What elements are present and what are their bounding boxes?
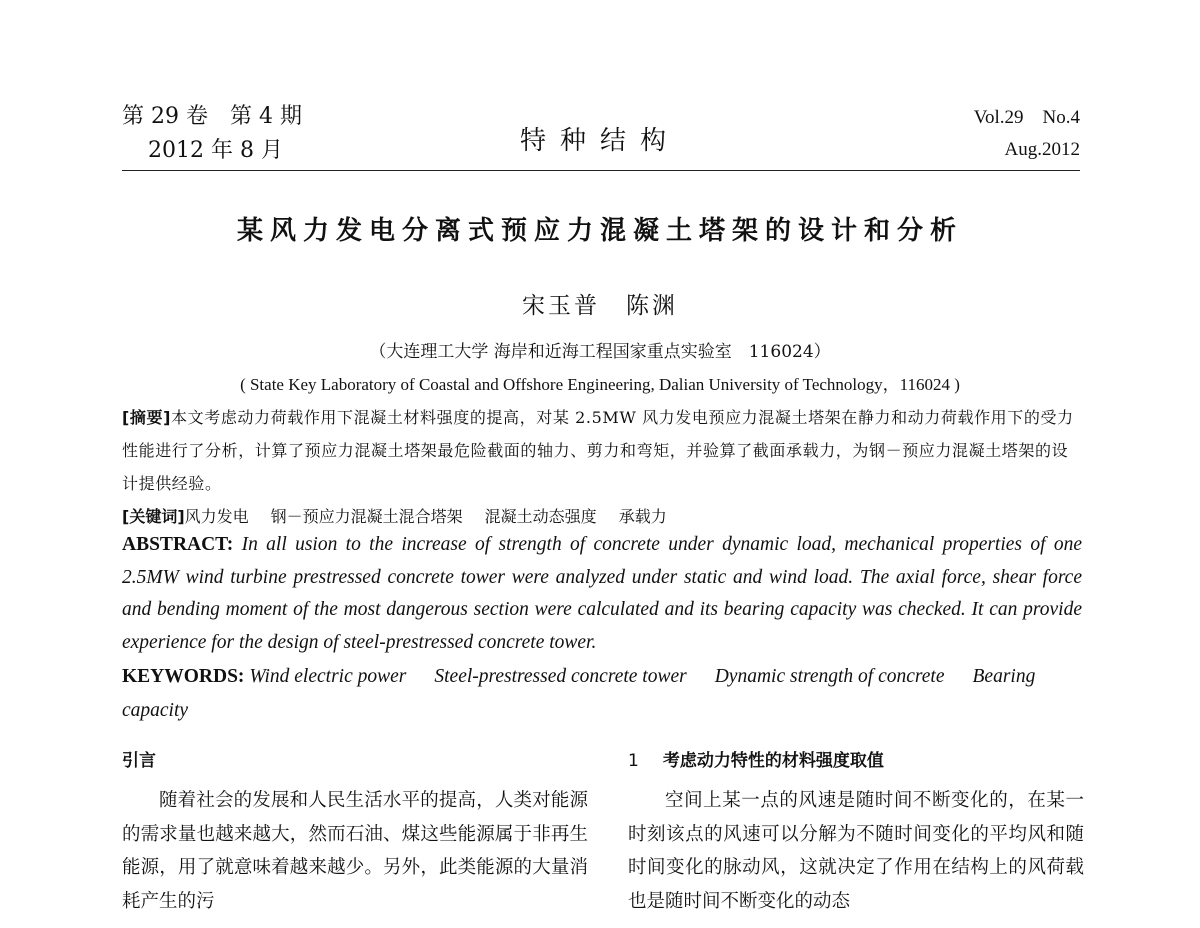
keyword-en-item: Steel-prestressed concrete tower	[434, 666, 687, 687]
journal-header-right	[974, 102, 1080, 166]
keywords-en-label: KEYWORDS:	[122, 666, 245, 687]
affiliation-en: ( State Key Laboratory of Coastal and Offshore Engineering, Dalian University of Technology，116024 )	[240, 375, 960, 394]
abstract-cn	[122, 401, 1082, 500]
section-1-title: 考虑动力特性的材料强度取值	[662, 751, 884, 771]
authors: 宋玉普 陈渊	[522, 293, 678, 319]
abstract-en-text: In all usion to the increase of strength of concrete under dynamic load, mechanical properties of one 2.5MW wind turbine prestressed concrete tower were analyzed under static and wind load. The axial force, shear force and bending moment of the most dangerous section were calculated and its bearing capacity was checked. It can provide experience for the design of steel-prestressed concrete tower.	[122, 534, 1083, 653]
volume-issue-cn: 第 29 卷 第 4 期	[122, 104, 302, 129]
header-rule	[122, 170, 1080, 171]
keyword-cn-item: 混凝土动态强度	[484, 507, 597, 526]
journal-name: 特种结构	[519, 126, 680, 156]
article-title: 某风力发电分离式预应力混凝土塔架的设计和分析	[236, 216, 963, 246]
section-1	[628, 748, 1084, 918]
date-cn: 2012 年 8 月	[148, 138, 283, 163]
section-1-heading	[628, 748, 1084, 774]
keyword-cn-item: 承载力	[618, 507, 667, 526]
keyword-en-item: Dynamic strength of concrete	[714, 666, 945, 687]
keywords-cn-label: [关键词]	[122, 507, 185, 526]
intro-heading: 引言	[122, 751, 156, 771]
abstract-cn-text: 本文考虑动力荷载作用下混凝土材料强度的提高，对某 2.5MW 风力发电预应力混凝土塔架在静力和动力荷载作用下的受力性能进行了分析，计算了预应力混凝土塔架最危险截面的轴力、剪力和弯矩，并验算了截面承载力，为钢－预应力混凝土塔架的设计提供经验。	[122, 408, 1074, 493]
keyword-cn-item: 风力发电	[184, 507, 249, 526]
section-1-number: 1	[628, 751, 639, 771]
keyword-en-item: Wind electric power	[249, 666, 407, 687]
abstract-en-label: ABSTRACT:	[122, 534, 234, 555]
keywords-en	[122, 660, 1082, 728]
intro-section	[122, 748, 588, 918]
date-en: Aug.2012	[1004, 139, 1080, 160]
affiliation-cn: （大连理工大学 海岸和近海工程国家重点实验室 116024）	[369, 342, 831, 362]
intro-paragraph: 随着社会的发展和人民生活水平的提高，人类对能源的需求量也越来越大，然而石油、煤这些能源属于非再生能源，用了就意味着越来越少。另外，此类能源的大量消耗产生的污	[122, 790, 588, 912]
abstract-en	[122, 529, 1082, 659]
keyword-cn-item: 钢－预应力混凝土混合塔架	[270, 507, 463, 526]
section-1-paragraph: 空间上某一点的风速是随时间不断变化的，在某一时刻该点的风速可以分解为不随时间变化的平均风和随时间变化的脉动风，这就决定了作用在结构上的风荷载也是随时间不断变化的动态	[628, 790, 1084, 912]
abstract-cn-label: [摘要]	[122, 408, 172, 427]
keyword-en-item: Bearing capacity	[122, 666, 1036, 721]
volume-issue-en: Vol.29 No.4	[973, 107, 1080, 128]
